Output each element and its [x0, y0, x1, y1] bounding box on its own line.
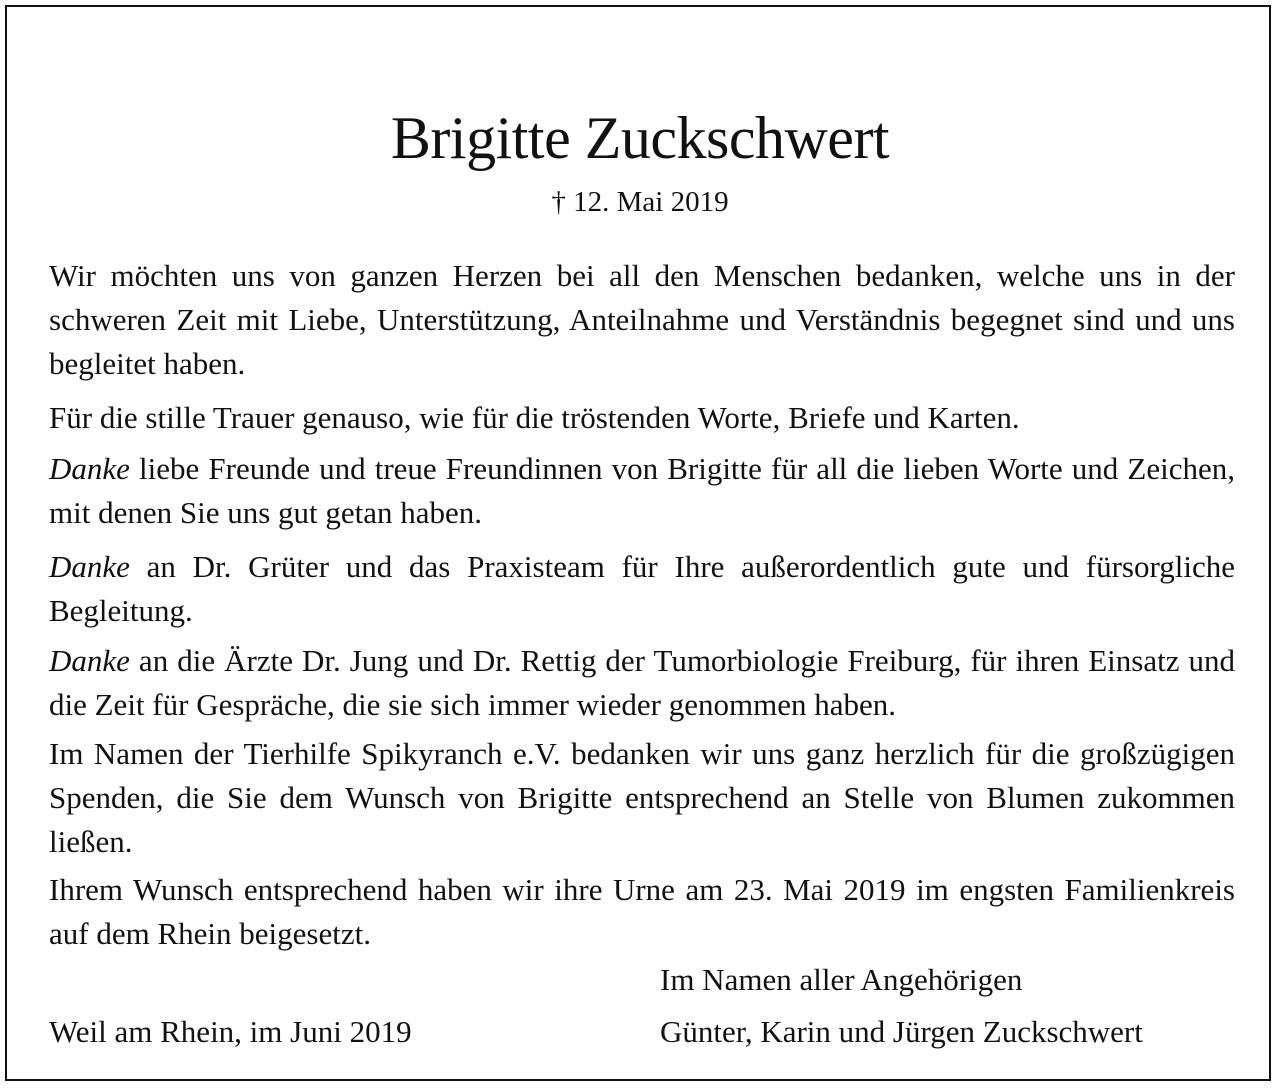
- paragraph-emphasis: Danke: [49, 549, 130, 584]
- paragraph-text: an Dr. Grüter und das Praxisteam für Ihre außerordentlich gute und fürsorgliche Begleitung.: [49, 549, 1235, 628]
- paragraph-text: Ihrem Wunsch entsprechend haben wir ihre Urne am 23. Mai 2019 im engsten Familienkreis auf dem Rhein beigesetzt.: [49, 872, 1235, 951]
- deceased-name: Brigitte Zuckschwert: [390, 105, 890, 171]
- thanks-paragraph-3: [49, 447, 1235, 535]
- thanks-paragraph-7: [49, 868, 1235, 956]
- thanks-paragraph-5: [49, 639, 1235, 727]
- thanks-paragraph-1: [49, 254, 1235, 386]
- paragraph-emphasis: Danke: [49, 643, 130, 678]
- thanks-paragraph-4: [49, 545, 1235, 633]
- signature-place-date: Weil am Rhein, im Juni 2019: [49, 1014, 412, 1049]
- date-of-death: † 12. Mai 2019: [551, 186, 729, 218]
- paragraph-text: Für die stille Trauer genauso, wie für die tröstenden Worte, Briefe und Karten.: [49, 400, 1020, 435]
- thanks-paragraph-6: [49, 732, 1235, 864]
- paragraph-text: an die Ärzte Dr. Jung und Dr. Rettig der Tumorbiologie Freiburg, für ihren Einsatz und die Zeit für Gespräche, die sie sich immer wieder genommen haben.: [49, 643, 1235, 722]
- paragraph-text: liebe Freunde und treue Freundinnen von Brigitte für all die lieben Worte und Zeichen, mit denen Sie uns gut getan haben.: [49, 451, 1235, 530]
- signature-names: Günter, Karin und Jürgen Zuckschwert: [660, 1014, 1143, 1049]
- paragraph-text: Wir möchten uns von ganzen Herzen bei all den Menschen bedanken, welche uns in der schweren Zeit mit Liebe, Unterstützung, Anteilnahme und Verständnis begegnet sind und uns begleitet haben.: [49, 258, 1235, 381]
- thanks-paragraph-2: [49, 396, 1235, 440]
- signature-on-behalf: Im Namen aller Angehörigen: [660, 962, 1023, 997]
- paragraph-text: Im Namen der Tierhilfe Spikyranch e.V. bedanken wir uns ganz herzlich für die großzügigen Spenden, die Sie dem Wunsch von Brigitte entsprechend an Stelle von Blumen zukommen ließen.: [49, 736, 1235, 859]
- paragraph-emphasis: Danke: [49, 451, 130, 486]
